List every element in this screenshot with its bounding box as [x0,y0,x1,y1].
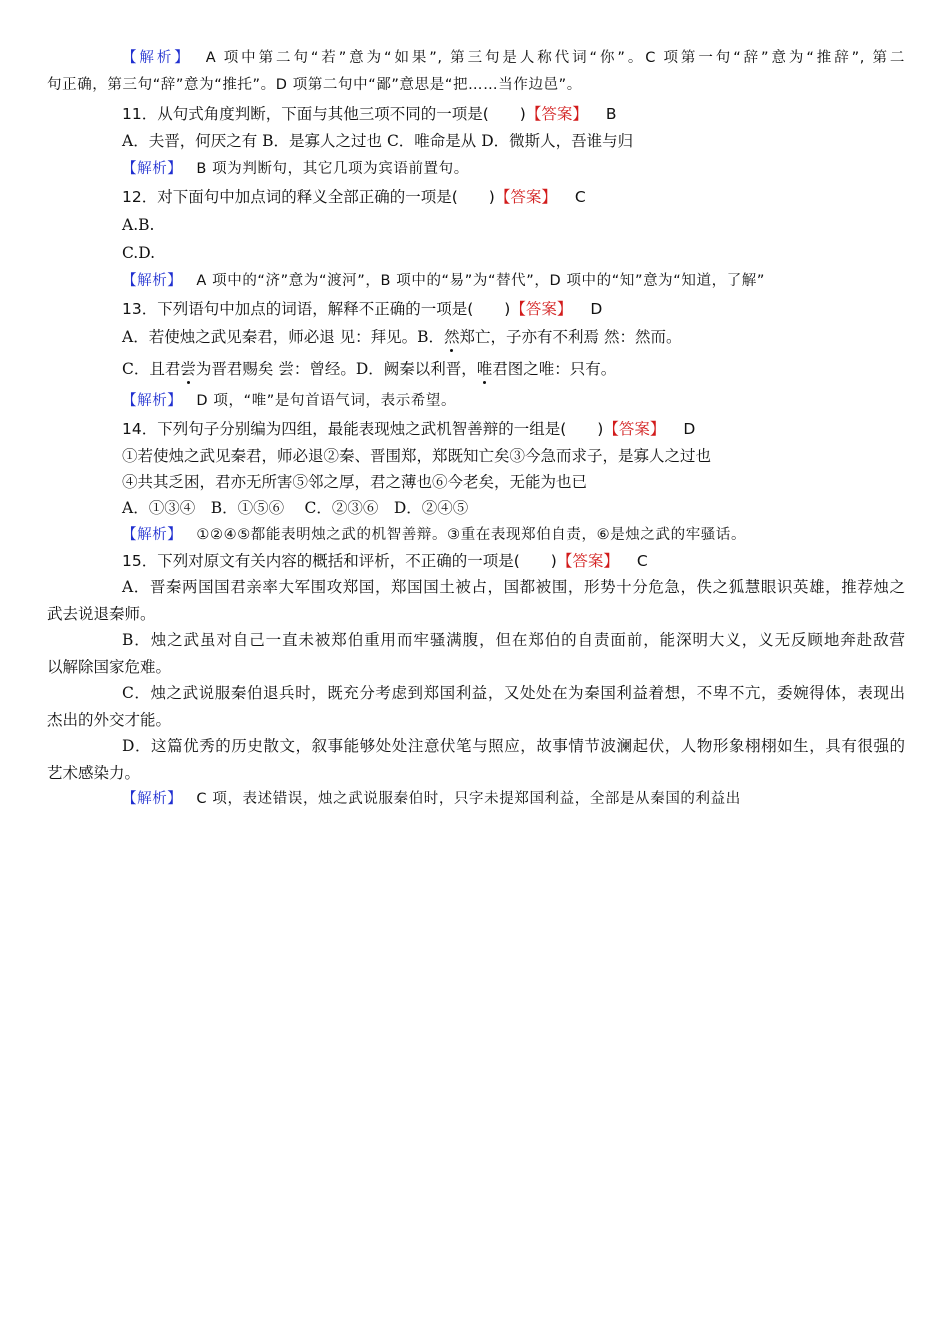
q15-stem: 15．下列对原文有关内容的概括和评析，不正确的一项是( ) [122,552,557,570]
q15-option-a-line1: A．晋秦两国国君亲率大军围攻郑国，郑国国土被占，国都被围，形势十分危急，佚之狐慧眼识英雄，推荐烛之 [122,578,905,596]
analysis-tag: 【解析】 [122,393,183,409]
q10-explanation-text: A 项中第二句“若”意为“如果”, 第三句是人称代词“你”。C 项第一句“辞”意为“推辞”, 第二 [205,50,905,66]
dotted-word: 唯 [476,360,493,378]
q13-option-ab [122,326,905,348]
q13-option-cd [122,358,905,380]
q14-items-line1: ①若使烛之武见秦君，师必退②秦、晋围郑，郑既知亡矣③今急而求子，是寡人之过也 [122,447,712,465]
dotted-word: 然 [444,328,460,346]
q14-explanation: ①②④⑤都能表明烛之武的机智善辩。③重在表现郑伯自责，⑥是烛之武的牢骚话。 [196,527,747,543]
q12-options-cd: C.D. [122,244,156,262]
q11-explanation-line [122,158,905,180]
analysis-tag: 【解析】 [122,791,183,807]
answer-tag: 【答案】 [494,188,557,206]
q13-explanation: D 项，“唯”是句首语气词，表示希望。 [196,393,457,409]
q11-options: A．夫晋，何厌之有 B．是寡人之过也 C．唯命是从 D．微斯人，吾谁与归 [122,132,634,150]
q12-explanation: A 项中的“济”意为“渡河”，B 项中的“易”为“替代”，D 项中的“知”意为“知道，了解” [196,273,766,289]
q12-stem: 12．对下面句中加点词的释义全部正确的一项是( ) [122,188,495,206]
q14-answer: D [683,420,696,438]
answer-tag: 【答案】 [510,300,573,318]
q15-answer: C [636,552,648,570]
q15-option-a-line2: 武去说退秦师。 [47,605,156,623]
q13-option-cd-text-mid: 为晋君赐矣 尝：曾经。D．阙秦以利晋， [195,360,477,378]
dotted-word: 尝 [180,360,196,378]
q15-option-b-line2: 以解除国家危难。 [47,658,172,676]
q14-options: A．①③④ B．①⑤⑥ C．②③⑥ D．②④⑤ [122,499,469,517]
q10-explanation-line2: 句正确，第三句“辞”意为“推托”。D 项第二句中“鄙”意思是“把……当作边邑”。 [47,77,582,93]
q11-stem: 11．从句式角度判断，下面与其他三项不同的一项是( ) [122,105,526,123]
answer-tag: 【答案】 [556,552,619,570]
q15-stem-line [122,550,905,572]
q15-option-b-line1: B．烛之武虽对自己一直未被郑伯重用而牢骚满腹，但在郑伯的自责面前，能深明大义，义无反顾地奔赴敌营 [122,631,905,649]
q13-stem-line [122,298,905,320]
q13-option-cd-text-rest: 君图之唯：只有。 [492,360,617,378]
q14-items-line2: ④共其乏困，君亦无所害⑤邻之厚，君之薄也⑥今老矣，无能为也已 [122,473,588,491]
q13-option-ab-text: A．若使烛之武见秦君，师必退 见：拜见。B． [122,328,445,346]
analysis-tag: 【解析】 [122,161,183,177]
q15-option-d-line1: D．这篇优秀的历史散文，叙事能够处处注意伏笔与照应，故事情节波澜起伏，人物形象栩栩如生，具有很强的 [122,737,905,755]
q10-explanation-line1 [122,47,905,69]
analysis-tag: 【解析】 [122,273,183,289]
q14-stem: 14．下列句子分别编为四组，最能表现烛之武机智善辩的一组是( ) [122,420,604,438]
q12-answer: C [574,188,586,206]
q12-explanation-line [122,270,905,292]
analysis-tag: 【解析】 [122,527,183,543]
q13-option-cd-text: C．且君 [122,360,181,378]
q12-options-ab: A.B. [122,216,155,234]
q15-explanation: C 项，表述错误，烛之武说服秦伯时，只字未提郑国利益，全部是从秦国的利益出 [196,791,741,807]
answer-tag: 【答案】 [603,420,666,438]
q11-answer: B [605,105,617,123]
q11-stem-line [122,103,905,125]
q13-explanation-line [122,390,905,412]
q14-stem-line [122,418,905,440]
q14-explanation-line [122,524,905,546]
q13-stem: 13．下列语句中加点的词语，解释不正确的一项是( ) [122,300,511,318]
q15-option-d-line2: 艺术感染力。 [47,764,141,782]
analysis-tag: 【解析】 [122,50,192,66]
q11-explanation: B 项为判断句，其它几项为宾语前置句。 [196,161,469,177]
answer-tag: 【答案】 [525,105,588,123]
q15-option-c-line1: C．烛之武说服秦伯退兵时，既充分考虑到郑国利益，又处处在为秦国利益着想，不卑不亢，委婉得体，表现出 [122,684,905,702]
q15-explanation-line [122,788,905,810]
q13-option-ab-text-rest: 郑亡，子亦有不利焉 然：然而。 [459,328,682,346]
q13-answer: D [590,300,603,318]
q15-option-c-line2: 杰出的外交才能。 [47,711,172,729]
q12-stem-line [122,186,905,208]
